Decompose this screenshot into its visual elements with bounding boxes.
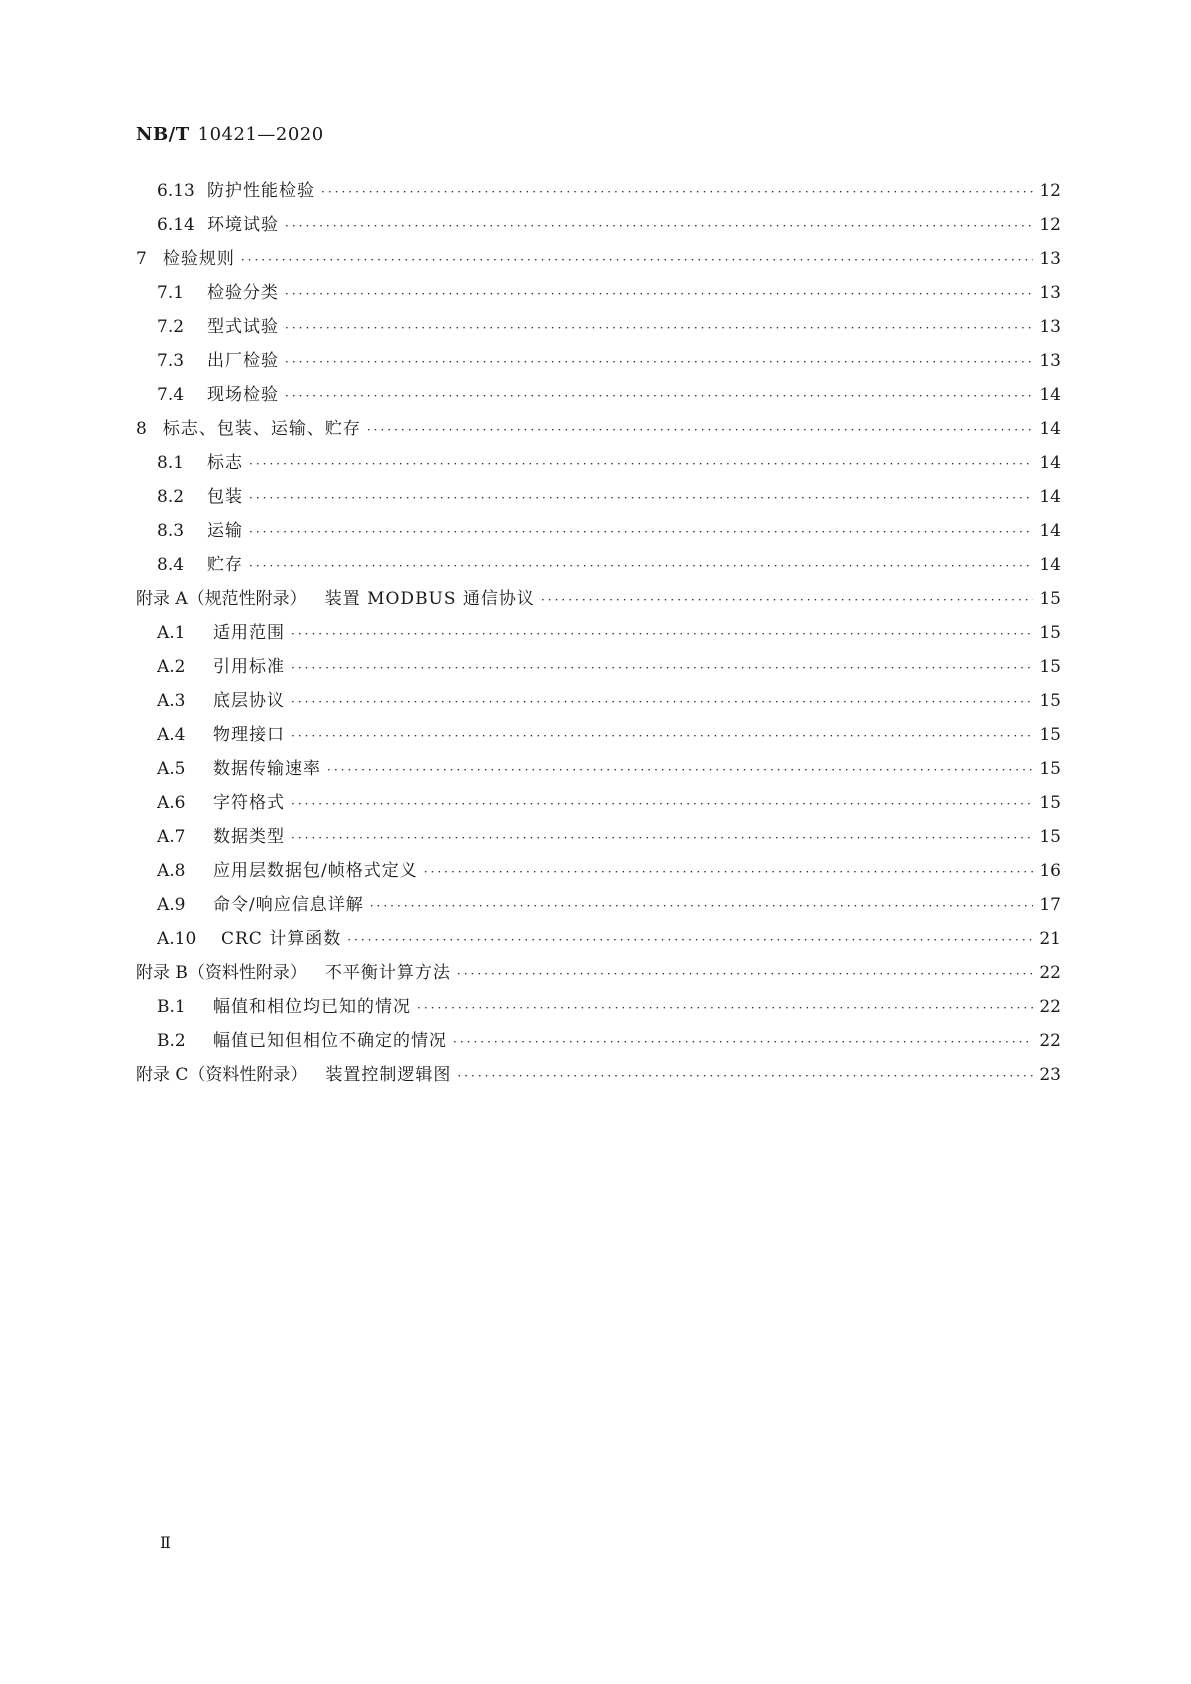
toc-entry-number: A.7 <box>157 827 186 847</box>
toc-dot-leader <box>241 245 1033 275</box>
toc-entry-page: 21 <box>1039 929 1061 949</box>
toc-entry-page: 13 <box>1039 249 1061 269</box>
toc-entry[interactable] <box>157 924 1061 954</box>
toc-entry[interactable] <box>157 482 1061 512</box>
toc-entry[interactable] <box>157 346 1061 376</box>
toc-entry-title: 不平衡计算方法 <box>324 963 451 983</box>
toc-entry-number: A.9 <box>157 895 186 915</box>
toc-entry[interactable] <box>157 1026 1061 1056</box>
toc-entry-number: 8 <box>136 419 147 439</box>
toc-dot-leader <box>285 381 1033 411</box>
toc-entry-appendix[interactable] <box>136 1060 1061 1090</box>
toc-entry-title: 字符格式 <box>213 793 285 813</box>
toc-entry-title: 包装 <box>207 487 243 507</box>
toc-entry-number: 附录 C（资料性附录） <box>136 1065 308 1085</box>
toc-dot-leader <box>347 925 1033 955</box>
toc-entry-number: 8.3 <box>157 521 185 541</box>
toc-entry-title: 物理接口 <box>213 725 285 745</box>
toc-entry-title: 出厂检验 <box>207 351 279 371</box>
toc-entry-number: 7 <box>136 249 147 269</box>
toc-entry-title: 型式试验 <box>207 317 279 337</box>
toc-entry-page: 15 <box>1039 793 1061 813</box>
toc-entry[interactable] <box>157 278 1061 308</box>
toc-entry-title: 装置 MODBUS 通信协议 <box>324 589 535 609</box>
toc-entry-title: 环境试验 <box>207 215 279 235</box>
toc-entry-page: 15 <box>1039 657 1061 677</box>
toc-entry-title: 命令/响应信息详解 <box>213 895 364 915</box>
toc-entry-number: 6.14 <box>157 215 195 235</box>
toc-entry-number: 8.1 <box>157 453 185 473</box>
page-number: Ⅱ <box>160 1533 171 1552</box>
toc-dot-leader <box>249 517 1033 547</box>
toc-entry-number: A.10 <box>157 929 197 949</box>
toc-entry-page: 15 <box>1039 827 1061 847</box>
toc-dot-leader <box>249 449 1033 479</box>
toc-entry-page: 23 <box>1039 1065 1061 1085</box>
toc-entry-page: 16 <box>1039 861 1061 881</box>
toc-entry-number: A.4 <box>157 725 186 745</box>
toc-entry-number: 附录 B（资料性附录） <box>136 963 307 983</box>
toc-entry[interactable] <box>157 992 1061 1022</box>
toc-entry[interactable] <box>157 550 1061 580</box>
toc-entry-page: 13 <box>1039 317 1061 337</box>
toc-entry-number: 7.4 <box>157 385 185 405</box>
toc-entry-page: 13 <box>1039 283 1061 303</box>
toc-entry-appendix[interactable] <box>136 584 1061 614</box>
toc-entry-title: 贮存 <box>207 555 243 575</box>
toc-entry-number: 8.2 <box>157 487 185 507</box>
toc-entry-number: 7.3 <box>157 351 185 371</box>
toc-entry-number: A.2 <box>157 657 186 677</box>
toc-entry-title: 标志 <box>207 453 243 473</box>
toc-entry-title: 引用标准 <box>213 657 285 677</box>
toc-entry[interactable] <box>157 686 1061 716</box>
toc-entry-page: 14 <box>1039 453 1061 473</box>
toc-dot-leader <box>285 279 1033 309</box>
toc-entry-title: 检验规则 <box>162 249 235 269</box>
toc-entry-page: 14 <box>1039 555 1061 575</box>
standard-code: NB/T <box>136 124 190 145</box>
toc-entry[interactable] <box>157 788 1061 818</box>
toc-entry-title: 检验分类 <box>207 283 279 303</box>
toc-entry-number: A.8 <box>157 861 186 881</box>
toc-entry-page: 22 <box>1039 1031 1061 1051</box>
toc-dot-leader <box>291 619 1033 649</box>
toc-dot-leader <box>541 585 1033 615</box>
toc-entry[interactable] <box>157 652 1061 682</box>
toc-entry-page: 17 <box>1039 895 1061 915</box>
standard-number: 10421—2020 <box>197 124 324 145</box>
toc-dot-leader <box>327 755 1033 785</box>
toc-entry-title: 幅值已知但相位不确定的情况 <box>213 1031 447 1051</box>
toc-entry-number: A.6 <box>157 793 186 813</box>
toc-entry-number: A.5 <box>157 759 186 779</box>
toc-entry-page: 15 <box>1039 691 1061 711</box>
toc-entry-number: A.1 <box>157 623 186 643</box>
toc-entry[interactable] <box>157 176 1061 206</box>
toc-dot-leader <box>417 993 1033 1023</box>
toc-entry-page: 14 <box>1039 487 1061 507</box>
toc-entry-title: 防护性能检验 <box>207 181 315 201</box>
toc-dot-leader <box>453 1027 1033 1057</box>
toc-dot-leader <box>291 721 1033 751</box>
toc-entry-number: 7.2 <box>157 317 185 337</box>
toc-dot-leader <box>291 789 1033 819</box>
toc-entry[interactable] <box>157 720 1061 750</box>
toc-entry[interactable] <box>157 618 1061 648</box>
toc-dot-leader <box>457 1061 1033 1091</box>
toc-entry-page: 12 <box>1039 181 1061 201</box>
toc-dot-leader <box>424 857 1033 887</box>
toc-entry-page: 15 <box>1039 725 1061 745</box>
toc-entry-title: 适用范围 <box>213 623 285 643</box>
toc-dot-leader <box>291 687 1033 717</box>
toc-entry-number: A.3 <box>157 691 186 711</box>
toc-dot-leader <box>249 551 1033 581</box>
toc-entry-title: CRC 计算函数 <box>221 929 342 949</box>
toc-entry-title: 数据传输速率 <box>213 759 321 779</box>
toc-entry[interactable] <box>157 822 1061 852</box>
toc-entry-number: 7.1 <box>157 283 185 303</box>
toc-entry-page: 12 <box>1039 215 1061 235</box>
toc-entry-title: 数据类型 <box>213 827 285 847</box>
toc-entry[interactable] <box>157 890 1061 920</box>
toc-entry-number: 8.4 <box>157 555 185 575</box>
toc-entry[interactable] <box>157 448 1061 478</box>
toc-dot-leader <box>291 823 1033 853</box>
toc-entry-title: 标志、包装、运输、贮存 <box>162 419 361 439</box>
toc-dot-leader <box>285 211 1033 241</box>
document-header <box>136 124 324 145</box>
toc-entry-number: B.2 <box>157 1031 186 1051</box>
toc-entry-title: 底层协议 <box>213 691 285 711</box>
toc-entry-page: 13 <box>1039 351 1061 371</box>
toc-entry[interactable] <box>157 312 1061 342</box>
toc-entry[interactable] <box>157 380 1061 410</box>
toc-entry-page: 22 <box>1039 997 1061 1017</box>
toc-entry[interactable] <box>157 210 1061 240</box>
toc-entry-title: 装置控制逻辑图 <box>325 1065 452 1085</box>
toc-entry[interactable] <box>157 754 1061 784</box>
toc-entry-number: 6.13 <box>157 181 195 201</box>
toc-dot-leader <box>321 177 1033 207</box>
toc-entry-page: 14 <box>1039 419 1061 439</box>
toc-entry-title: 运输 <box>207 521 243 541</box>
toc-dot-leader <box>291 653 1033 683</box>
toc-entry[interactable] <box>136 414 1061 444</box>
toc-entry-title: 现场检验 <box>207 385 279 405</box>
toc-entry-appendix[interactable] <box>136 958 1061 988</box>
toc-entry[interactable] <box>157 516 1061 546</box>
toc-entry-page: 14 <box>1039 521 1061 541</box>
toc-dot-leader <box>249 483 1033 513</box>
toc-entry[interactable] <box>157 856 1061 886</box>
toc-dot-leader <box>457 959 1033 989</box>
toc-dot-leader <box>285 347 1033 377</box>
toc-entry-page: 14 <box>1039 385 1061 405</box>
toc-entry-number: 附录 A（规范性附录） <box>136 589 307 609</box>
toc-dot-leader <box>370 891 1033 921</box>
toc-entry-page: 15 <box>1039 759 1061 779</box>
toc-entry-page: 22 <box>1039 963 1061 983</box>
toc-dot-leader <box>367 415 1033 445</box>
toc-entry[interactable] <box>136 244 1061 274</box>
toc-entry-number: B.1 <box>157 997 186 1017</box>
toc-entry-title: 应用层数据包/帧格式定义 <box>213 861 418 881</box>
toc-dot-leader <box>285 313 1033 343</box>
toc-entry-title: 幅值和相位均已知的情况 <box>213 997 411 1017</box>
toc-entry-page: 15 <box>1039 589 1061 609</box>
toc-entry-page: 15 <box>1039 623 1061 643</box>
